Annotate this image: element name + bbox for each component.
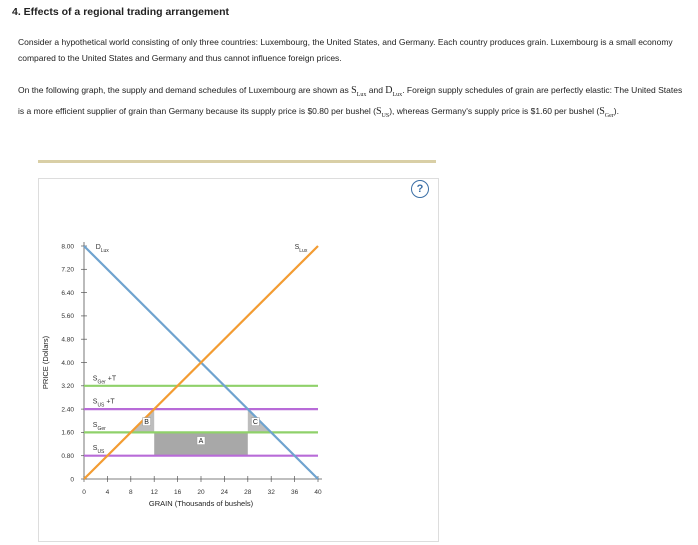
instruction-text-b: and xyxy=(366,85,386,95)
y-tick-label: 2.40 xyxy=(61,406,74,414)
x-tick-label: 24 xyxy=(220,489,229,496)
y-tick-label: 5.60 xyxy=(61,313,74,321)
supply-line-label-us-tariff-subscript: US xyxy=(97,402,105,409)
s-lux-subscript: Lux xyxy=(356,92,367,98)
supply-line-label-ger-tariff-subscript: Ger xyxy=(97,379,106,386)
supply-line-label-ger: $S_{Ger}$ xyxy=(92,421,106,432)
question-heading: 4. Effects of a regional trading arrangement xyxy=(12,6,230,18)
x-axis-title: GRAIN (Thousands of bushels) xyxy=(148,499,254,508)
x-tick-label: 28 xyxy=(244,489,252,496)
region-label-b: B xyxy=(144,419,149,427)
x-tick-label: 32 xyxy=(267,489,275,496)
y-tick-label: 3.20 xyxy=(61,383,74,391)
supply-line-label-us-tariff-suffix: +T xyxy=(104,398,115,406)
supply-line-label-ger-tariff-suffix: +T xyxy=(105,375,117,383)
supply-curve-label: $S_{Lux}$ xyxy=(294,243,308,254)
y-tick-label: 7.20 xyxy=(61,266,74,274)
x-tick-label: 12 xyxy=(150,489,158,496)
supply-line-label-us-subscript: US xyxy=(97,449,105,456)
y-tick-label: 4.00 xyxy=(61,359,74,367)
s-ger-symbol: $S_{Ger}$ xyxy=(599,106,614,119)
d-lux-symbol: $D_{Lux}$ xyxy=(385,85,403,98)
y-tick-label: 1.60 xyxy=(61,429,74,437)
supply-demand-chart[interactable] xyxy=(39,179,438,541)
y-axis-title: PRICE (Dollars) xyxy=(41,335,50,390)
supply-line-label-ger-tariff: $S_{Ger} +T$ xyxy=(92,375,117,386)
s-us-subscript: US xyxy=(381,113,390,119)
region-label-c: C xyxy=(252,419,258,427)
d-lux-subscript: Lux xyxy=(392,92,403,98)
region-label-a: A xyxy=(198,438,204,446)
instruction-text-e: ). xyxy=(613,106,619,116)
y-tick-label: 0 xyxy=(70,476,74,484)
s-ger-subscript: Ger xyxy=(604,113,614,119)
supply-line-label-us-tariff: $S_{US} +T$ xyxy=(92,398,115,409)
x-tick-label: 0 xyxy=(82,489,86,496)
instruction-text-a: On the following graph, the supply and demand schedules of Luxembourg are shown as xyxy=(18,85,352,95)
demand-curve-label: $D_{Lux}$ xyxy=(95,243,109,254)
graph-panel xyxy=(38,178,439,542)
y-tick-label: 0.80 xyxy=(61,453,74,460)
y-tick-label: 4.80 xyxy=(61,336,74,344)
demand-curve-label-subscript: Lux xyxy=(100,247,109,254)
x-tick-label: 36 xyxy=(290,489,299,496)
y-tick-label: 8.00 xyxy=(61,243,74,251)
supply-curve-label-subscript: Lux xyxy=(299,247,308,254)
s-lux-symbol: $S_{Lux}$ xyxy=(351,85,367,98)
x-tick-label: 8 xyxy=(128,489,133,496)
x-tick-label: 40 xyxy=(314,489,322,496)
s-us-symbol: $S_{US}$ xyxy=(375,106,390,119)
y-tick-label: 6.40 xyxy=(61,289,74,297)
instruction-text-d: ), whereas Germany's supply price is $1.60 per bushel ( xyxy=(389,106,600,116)
instruction-text-c: . Foreign supply schedules of grain are perfectly elastic: The United States is a more efficient supplier of grain than Germany because its supply price is $0.80 per bushel ( xyxy=(18,85,683,116)
supply-line-label-ger-subscript: Ger xyxy=(97,425,106,432)
intro-paragraph: Consider a hypothetical world consisting of only three countries: Luxembourg, the United States, and Germany. Each country produces grain. Luxembourg is a small economy compared to the United States and Germany and thus cannot influence foreign prices. xyxy=(18,37,673,63)
instruction-paragraph xyxy=(18,82,686,124)
section-divider xyxy=(38,160,436,163)
x-tick-label: 4 xyxy=(105,489,110,496)
x-tick-label: 16 xyxy=(173,489,182,496)
x-tick-label: 20 xyxy=(197,489,205,496)
supply-line-label-us: $S_{US}$ xyxy=(92,445,105,456)
help-icon[interactable]: ? xyxy=(411,180,429,198)
